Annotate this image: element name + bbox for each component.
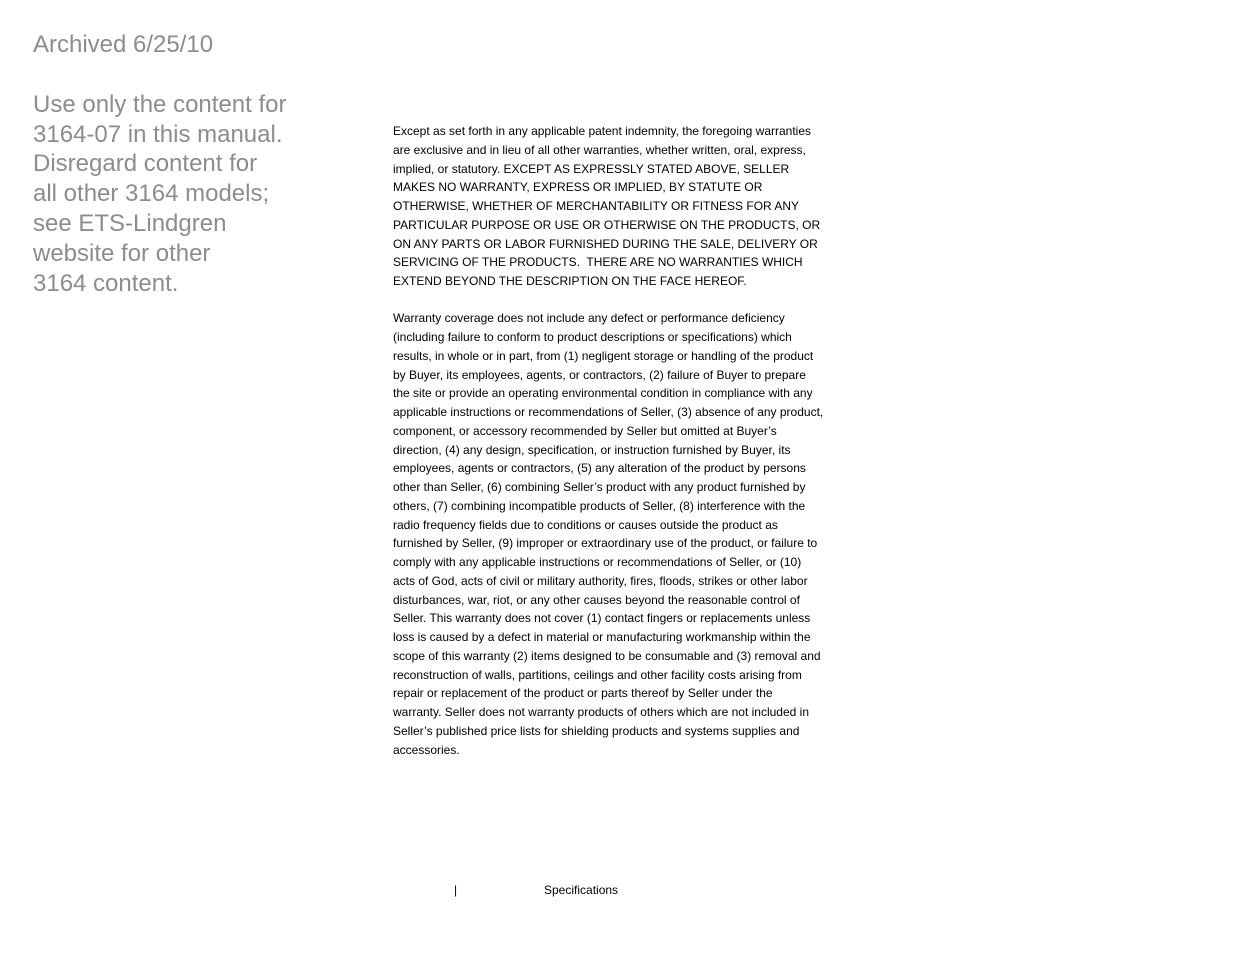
text-line: comply with any applicable instructions or recommendations of Seller, or (10) (393, 555, 802, 570)
text-line: component, or accessory recommended by Seller but omitted at Buyer’s (393, 423, 777, 438)
warranty-exclusions-paragraph (393, 309, 853, 759)
warranty-text-block (393, 122, 853, 778)
warranty-disclaimer-paragraph (393, 122, 853, 291)
text-line: are exclusive and in lieu of all other warranties, whether written, oral, express, (393, 142, 806, 157)
text-line: Warranty coverage does not include any defect or performance deficiency (393, 311, 785, 326)
text-line: acts of God, acts of civil or military authority, fires, floods, strikes or other labor (393, 573, 808, 588)
text-line: by Buyer, its employees, agents, or contractors, (2) failure of Buyer to prepare (393, 367, 806, 382)
text-line: employees, agents or contractors, (5) any alteration of the product by persons (393, 461, 806, 476)
text-line: radio frequency fields due to conditions or causes outside the product as (393, 517, 778, 532)
text-line: the site or provide an operating environmental condition in compliance with any (393, 386, 813, 401)
text-line: Seller. This warranty does not cover (1) contact fingers or replacements unless (393, 611, 811, 626)
archive-instruction-line: all other 3164 models; (33, 180, 270, 208)
archive-instruction-line: website for other (33, 239, 211, 267)
archive-instruction-line: 3164-07 in this manual. (33, 120, 283, 148)
text-line: scope of this warranty (2) items designed to be consumable and (3) removal and (393, 648, 821, 663)
text-line: OTHERWISE, WHETHER OF MERCHANTABILITY OR FITNESS FOR ANY (393, 199, 800, 213)
text-line: (including failure to conform to product descriptions or specifications) which (393, 330, 792, 345)
text-line: repair or replacement of the product or parts thereof by Seller under the (393, 686, 773, 701)
archive-instruction-line: Disregard content for (33, 150, 258, 178)
text-line: Except as set forth in any applicable patent indemnity, the foregoing warranties (393, 124, 812, 138)
text-line: direction, (4) any design, specification, or instruction furnished by Buyer, its (393, 442, 791, 457)
text-line: loss is caused by a defect in material or manufacturing workmanship within the (393, 630, 811, 645)
text-line: PARTICULAR PURPOSE OR USE OR OTHERWISE ON THE PRODUCTS, OR (393, 217, 821, 232)
text-line: implied, or statutory. EXCEPT AS EXPRESSLY STATED ABOVE, SELLER (393, 161, 790, 176)
text-line: MAKES NO WARRANTY, EXPRESS OR IMPLIED, BY STATUTE OR (393, 180, 763, 195)
text-line: ON ANY PARTS OR LABOR FURNISHED DURING THE SALE, DELIVERY OR (393, 236, 818, 251)
text-line: SERVICING OF THE PRODUCTS. THERE ARE NO WARRANTIES WHICH (393, 255, 803, 270)
footer-section-title: Specifications (544, 883, 619, 897)
text-line: warranty. Seller does not warranty products of others which are not included in (393, 705, 809, 720)
text-line: results, in whole or in part, from (1) negligent storage or handling of the product (393, 348, 814, 363)
archive-date: Archived 6/25/10 (33, 31, 214, 58)
archive-instruction-line: Use only the content for (33, 90, 287, 118)
text-line: reconstruction of walls, partitions, ceilings and other facility costs arising from (393, 667, 802, 682)
text-line: applicable instructions or recommendations of Seller, (3) absence of any product, (393, 405, 824, 420)
text-line: others, (7) combining incompatible products of Seller, (8) interference with the (393, 498, 806, 513)
text-line: other than Seller, (6) combining Seller’s product with any product furnished by (393, 480, 806, 495)
text-line: EXTEND BEYOND THE DESCRIPTION ON THE FACE HEREOF. (393, 274, 747, 288)
footer-separator: | (454, 883, 458, 897)
archive-notice (33, 30, 333, 298)
archive-spacer (33, 60, 333, 90)
text-line: Seller’s published price lists for shielding products and systems supplies and (393, 723, 800, 738)
text-line: furnished by Seller, (9) improper or extraordinary use of the product, or failure to (393, 536, 818, 551)
text-line: accessories. (393, 742, 460, 757)
archive-instruction-line: see ETS-Lindgren (33, 209, 227, 237)
text-line: disturbances, war, riot, or any other causes beyond the reasonable control of (393, 592, 800, 607)
archive-instruction-line: 3164 content. (33, 269, 179, 297)
